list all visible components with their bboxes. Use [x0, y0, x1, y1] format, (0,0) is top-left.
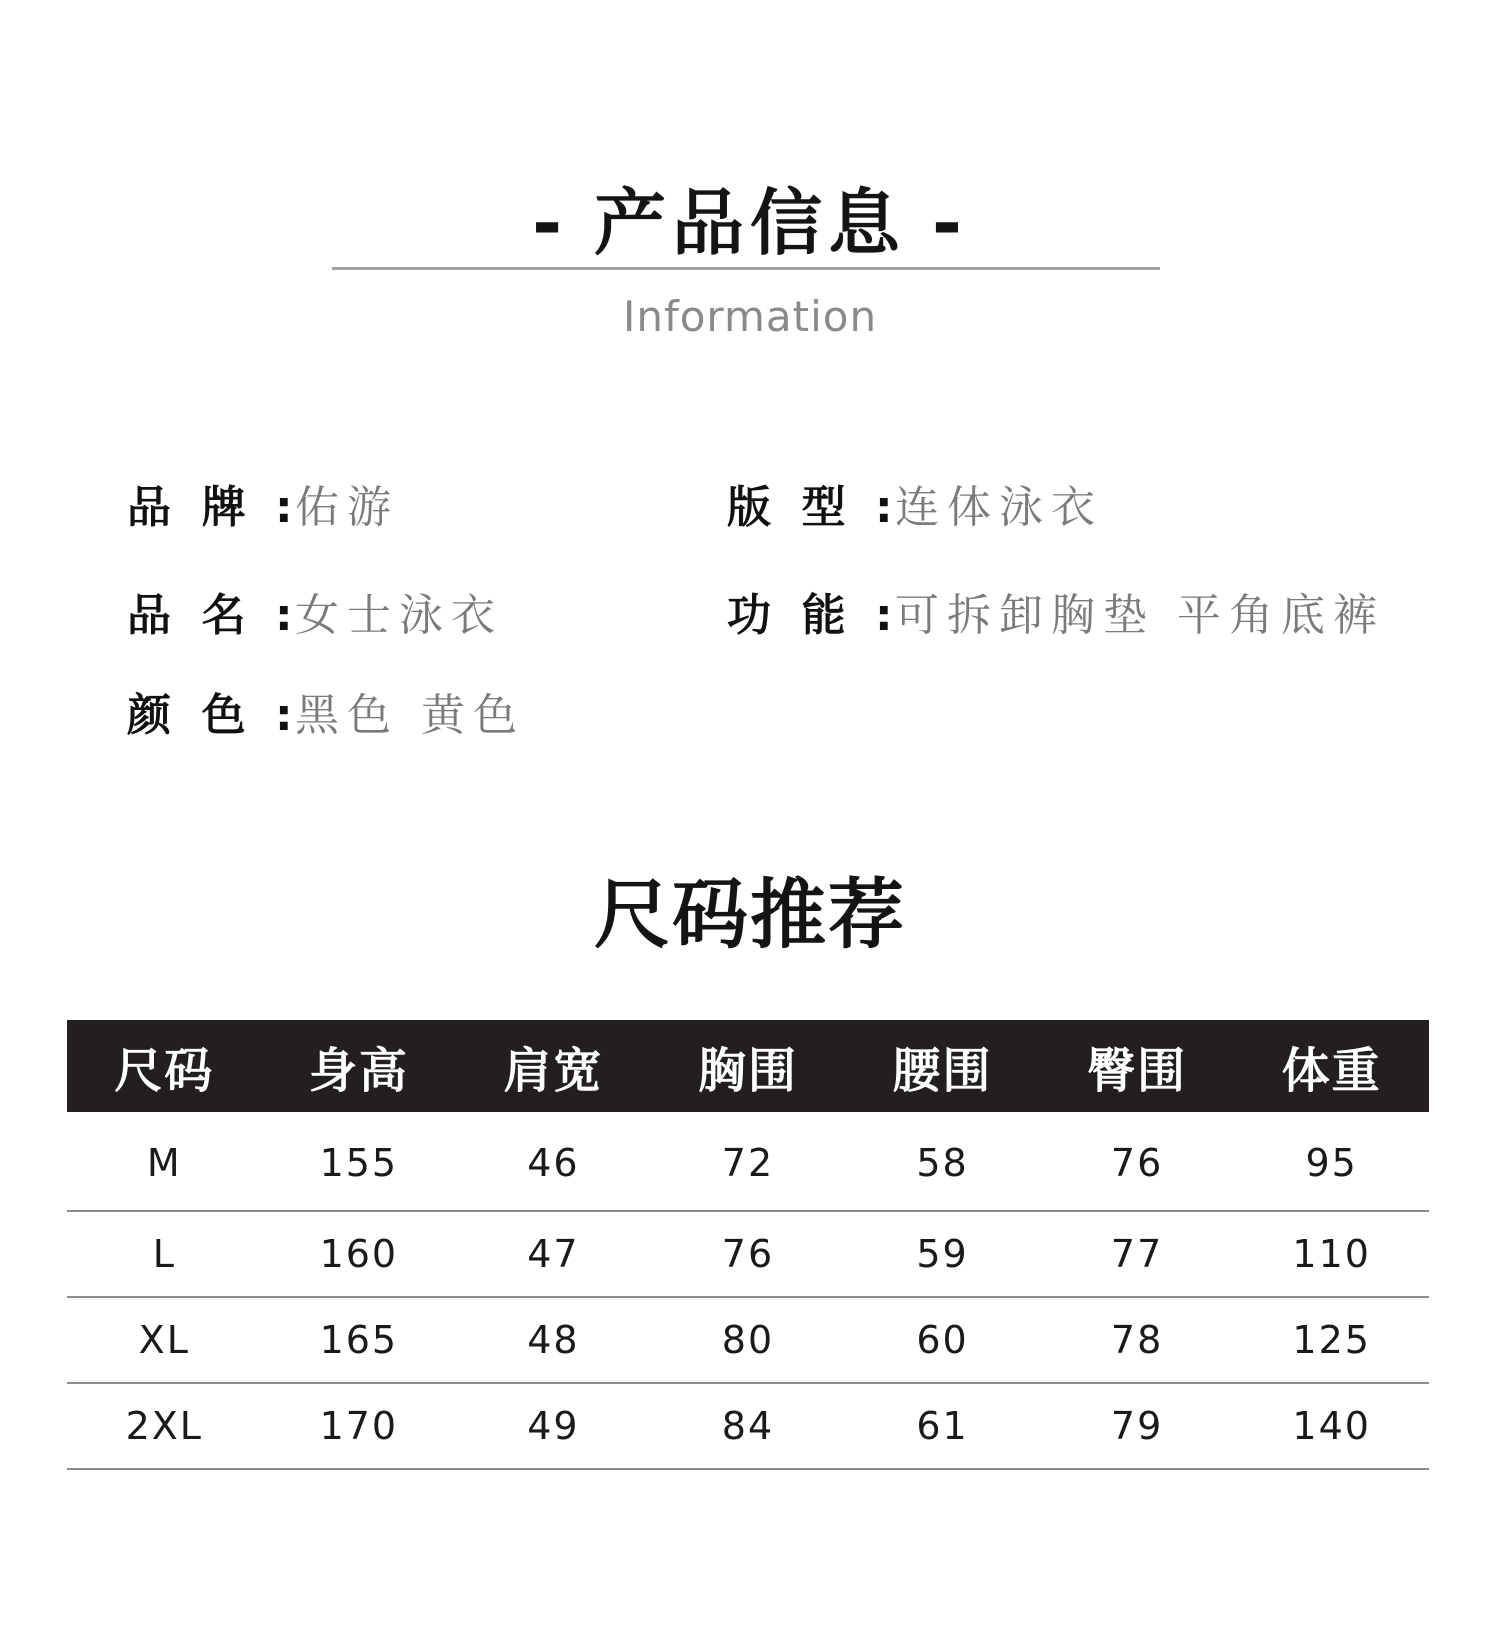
info-function-colon: :	[875, 590, 893, 641]
cell-waist: 61	[845, 1383, 1040, 1469]
cell-waist: 60	[845, 1297, 1040, 1383]
cell-waist: 58	[845, 1112, 1040, 1211]
column-header-waist: 腰围	[845, 1020, 1040, 1112]
table-row	[67, 1112, 1429, 1211]
cell-waist: 59	[845, 1211, 1040, 1297]
cell-bust: 72	[651, 1112, 846, 1211]
cell-bust: 80	[651, 1297, 846, 1383]
cell-shoulder: 49	[456, 1383, 651, 1469]
cell-height: 170	[262, 1383, 457, 1469]
info-brand-label: 品 牌	[127, 482, 246, 533]
cell-size: XL	[67, 1297, 262, 1383]
cell-height: 155	[262, 1112, 457, 1211]
title-divider	[332, 267, 1160, 270]
info-brand-value: 佑游	[295, 482, 399, 533]
info-style	[727, 478, 1103, 538]
info-name-colon: :	[275, 590, 293, 641]
cell-bust: 84	[651, 1383, 846, 1469]
table-row	[67, 1211, 1429, 1297]
column-header-hip: 臀围	[1040, 1020, 1235, 1112]
title-dash-right: -	[932, 181, 968, 265]
info-title-block	[0, 180, 1500, 266]
cell-size: M	[67, 1112, 262, 1211]
page-title	[0, 180, 1500, 266]
title-text: 产品信息	[593, 181, 906, 265]
info-style-colon: :	[875, 482, 893, 533]
cell-bust: 76	[651, 1211, 846, 1297]
column-header-shoulder: 肩宽	[456, 1020, 651, 1112]
cell-hip: 76	[1040, 1112, 1235, 1211]
table-row	[67, 1383, 1429, 1469]
info-brand	[127, 478, 399, 538]
column-header-height: 身高	[262, 1020, 457, 1112]
info-color	[127, 686, 525, 746]
cell-shoulder: 47	[456, 1211, 651, 1297]
column-header-bust: 胸围	[651, 1020, 846, 1112]
size-section-title: 尺码推荐	[594, 870, 906, 959]
cell-weight: 125	[1234, 1297, 1429, 1383]
cell-hip: 77	[1040, 1211, 1235, 1297]
cell-shoulder: 48	[456, 1297, 651, 1383]
cell-weight: 110	[1234, 1211, 1429, 1297]
info-function-label: 功 能	[727, 590, 846, 641]
cell-weight: 140	[1234, 1383, 1429, 1469]
info-color-label: 颜 色	[127, 690, 246, 741]
cell-hip: 79	[1040, 1383, 1235, 1469]
cell-height: 165	[262, 1297, 457, 1383]
column-header-size: 尺码	[67, 1020, 262, 1112]
cell-size: L	[67, 1211, 262, 1297]
info-name-label: 品 名	[127, 590, 246, 641]
info-name-value: 女士泳衣	[295, 590, 503, 641]
title-dash-left: -	[532, 181, 568, 265]
cell-size: 2XL	[67, 1383, 262, 1469]
info-style-value: 连体泳衣	[895, 482, 1103, 533]
page-subtitle: Information	[622, 292, 878, 341]
column-header-weight: 体重	[1234, 1020, 1429, 1112]
info-brand-colon: :	[275, 482, 293, 533]
info-style-label: 版 型	[727, 482, 846, 533]
size-table-header-row	[67, 1020, 1429, 1112]
info-function	[727, 586, 1385, 646]
table-row	[67, 1297, 1429, 1383]
info-function-value: 可拆卸胸垫 平角底裤	[895, 590, 1385, 641]
info-color-value: 黑色 黄色	[295, 690, 525, 741]
cell-weight: 95	[1234, 1112, 1429, 1211]
cell-hip: 78	[1040, 1297, 1235, 1383]
cell-height: 160	[262, 1211, 457, 1297]
info-name	[127, 586, 503, 646]
info-color-colon: :	[275, 690, 293, 741]
cell-shoulder: 46	[456, 1112, 651, 1211]
size-table	[67, 1020, 1429, 1470]
